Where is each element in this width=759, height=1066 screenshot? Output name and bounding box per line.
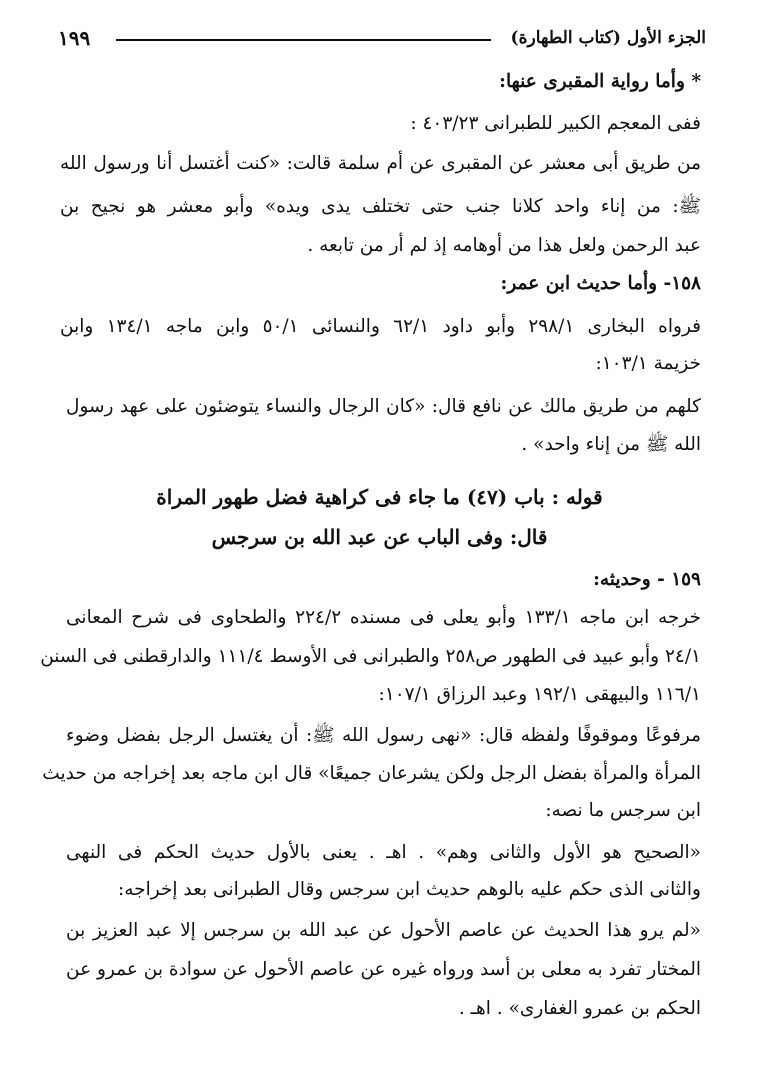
running-title: الجزء الأول (كتاب الطهارة) (510, 28, 706, 48)
text-line: الحكم بن عمرو الغفارى» . اهـ . (458, 998, 701, 1019)
text-line: ٢٤/١ وأبو عبيد فى الطهور ص٢٥٨ والطبرانى فى الأوسط ١١١/٤ والدارقطنى فى السنن (40, 646, 701, 667)
text-line: المرأة والمرأة بفضل الرجل ولكن يشرعان جميعًا» قال ابن ماجه بعد إخراجه من حديث (42, 763, 701, 784)
text-line: المختار تفرد به معلى بن أسد ورواه غيره عن عاصم الأحول عن سوادة بن عمرو عن (66, 959, 701, 980)
section-heading-maqburi: * وأما رواية المقبرى عنها: (499, 71, 701, 92)
text-line: والثانى الذى حكم عليه بالوهم حديث ابن سرجس وقال الطبرانى بعد إخراجه: (118, 879, 701, 900)
text-line: ﷺ: من إناء واحد كلانا جنب حتى تختلف يدى ويده» وأبو معشر هو نجيح بن (60, 196, 701, 217)
text-line: من طريق أبى معشر عن المقبرى عن أم سلمة قالت: «كنت أغتسل أنا ورسول الله (60, 153, 701, 174)
text-line: فرواه البخارى ٢٩٨/١ وأبو داود ٦٢/١ والنسائى ٥٠/١ وابن ماجه ١٣٤/١ وابن (60, 316, 701, 337)
page-number: ١٩٩ (58, 26, 91, 50)
text-line: مرفوعًا وموقوفًا ولفظه قال: «نهى رسول الله ﷺ: أن يغتسل الرجل بفضل وضوء (66, 725, 701, 746)
text-line: الله ﷺ من إناء واحد» . (521, 434, 701, 455)
chapter-subheading: قال: وفى الباب عن عبد الله بن سرجس (211, 525, 548, 549)
text-line: ١١٦/١ والبيهقى ١٩٢/١ وعبد الرزاق ١٠٧/١: (378, 684, 701, 705)
text-line: كلهم من طريق مالك عن نافع قال: «كان الرجال والنساء يتوضئون على عهد رسول (66, 396, 701, 417)
text-line: خزيمة ١٠٣/١: (595, 353, 701, 374)
text-line: عبد الرحمن ولعل هذا من أوهامه إذ لم أر من تابعه . (307, 235, 701, 256)
text-line: ابن سرجس ما نصه: (545, 800, 701, 821)
chapter-heading: قوله : باب (٤٧) ما جاء فى كراهية فضل طهور المراة (156, 485, 603, 509)
text-line: «الصحيح هو الأول والثانى وهم» . اهـ . يعنى بالأول حديث الحكم فى النهى (66, 842, 701, 863)
page-header (58, 26, 706, 56)
header-rule (116, 39, 491, 41)
hadith-158-heading: ١٥٨- وأما حديث ابن عمر: (500, 273, 701, 294)
text-line: خرجه ابن ماجه ١٣٣/١ وأبو يعلى فى مسنده ٢٢٤/٢ والطحاوى فى شرح المعانى (66, 607, 701, 628)
hadith-159-heading: ١٥٩ - وحديثه: (593, 569, 701, 590)
text-line: ففى المعجم الكبير للطبرانى ٤٠٣/٢٣ : (410, 113, 701, 134)
text-line: «لم يرو هذا الحديث عن عاصم الأحول عن عبد الله بن سرجس إلا عبد العزيز بن (66, 920, 701, 941)
